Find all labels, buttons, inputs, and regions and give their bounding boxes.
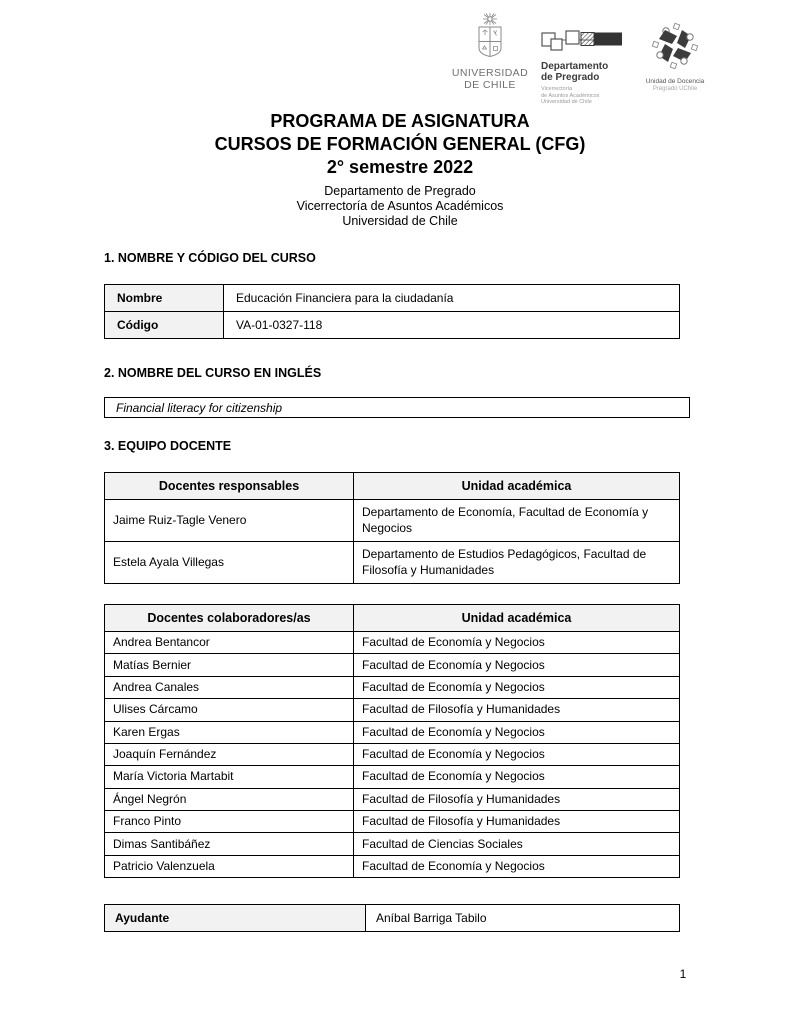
- docencia-logo: [636, 13, 714, 93]
- responsables-table: [104, 472, 680, 584]
- pregrado-logo-sub-line2: de Asuntos Académicos: [541, 92, 600, 99]
- table-row: [105, 654, 680, 676]
- pregrado-boxes-icon: [541, 29, 623, 53]
- docente-name: Franco Pinto: [105, 811, 354, 833]
- english-name-box: Financial literacy for citizenship: [104, 397, 690, 418]
- table-row: [105, 855, 680, 877]
- pregrado-logo-title-line2: de Pregrado: [541, 72, 600, 83]
- uchile-logo: [450, 13, 530, 91]
- nombre-label-cell: Nombre: [105, 285, 224, 312]
- table-row: [105, 788, 680, 810]
- ayudante-table: [104, 904, 680, 932]
- docente-name: Andrea Canales: [105, 676, 354, 698]
- docente-unit: Facultad de Filosofía y Humanidades: [354, 811, 680, 833]
- header-logos: [450, 13, 714, 106]
- table-row: [105, 811, 680, 833]
- docente-name: Jaime Ruiz-Tagle Venero: [105, 500, 354, 542]
- table-row: [105, 312, 680, 339]
- table-header-row: [105, 605, 680, 632]
- docencia-pinwheel-icon: [651, 22, 699, 70]
- docente-name: Patricio Valenzuela: [105, 855, 354, 877]
- docente-unit: Departamento de Estudios Pedagógicos, Facultad de Filosofía y Humanidades: [354, 542, 680, 584]
- table-row: [105, 676, 680, 698]
- docente-name: Dimas Santibáñez: [105, 833, 354, 855]
- pregrado-logo-title-line1: Departamento: [541, 61, 609, 72]
- docente-name: Ulises Cárcamo: [105, 699, 354, 721]
- docente-unit: Facultad de Economía y Negocios: [354, 855, 680, 877]
- document-title-line3: 2° semestre 2022: [326, 157, 474, 177]
- table-row: [105, 721, 680, 743]
- pregrado-logo-sub-line1: Vicerrectoría: [541, 86, 573, 92]
- table-row: [105, 285, 680, 312]
- table-row: [105, 699, 680, 721]
- docente-unit: Facultad de Filosofía y Humanidades: [354, 699, 680, 721]
- document-title-line1: PROGRAMA DE ASIGNATURA: [270, 111, 530, 131]
- pregrado-logo: [541, 13, 625, 106]
- docente-unit: Facultad de Economía y Negocios: [354, 676, 680, 698]
- uchile-crest-icon: [472, 13, 508, 60]
- table-row: [105, 905, 680, 932]
- section2-heading: 2. NOMBRE DEL CURSO EN INGLÉS: [104, 366, 322, 380]
- ayudante-label-cell: Ayudante: [105, 905, 366, 932]
- table-row: [105, 766, 680, 788]
- ayudante-value-cell: Aníbal Barriga Tabilo: [366, 905, 680, 932]
- docente-unit: Facultad de Economía y Negocios: [354, 743, 680, 765]
- document-subtitle-line3: Universidad de Chile: [342, 214, 458, 228]
- section3-heading: 3. EQUIPO DOCENTE: [104, 439, 232, 453]
- docencia-logo-line1: Unidad de Docencia: [645, 78, 705, 85]
- docente-name: María Victoria Martabit: [105, 766, 354, 788]
- responsables-col1-header: Docentes responsables: [105, 473, 354, 500]
- docente-unit: Facultad de Filosofía y Humanidades: [354, 788, 680, 810]
- table-row: [105, 743, 680, 765]
- pregrado-logo-sub-line3: Universidad de Chile: [541, 99, 592, 105]
- docente-name: Karen Ergas: [105, 721, 354, 743]
- docente-name: Estela Ayala Villegas: [105, 542, 354, 584]
- docente-name: Joaquín Fernández: [105, 743, 354, 765]
- docente-unit: Departamento de Economía, Facultad de Economía y Negocios: [354, 500, 680, 542]
- docente-name: Matías Bernier: [105, 654, 354, 676]
- title-block: [0, 110, 800, 229]
- codigo-label-cell: Código: [105, 312, 224, 339]
- uchile-logo-name-line2: DE CHILE: [464, 79, 516, 91]
- document-subtitle-line1: Departamento de Pregrado: [324, 184, 476, 198]
- table-row: [105, 500, 680, 542]
- uchile-logo-name-line1: UNIVERSIDAD: [451, 67, 529, 79]
- document-title-line2: CURSOS DE FORMACIÓN GENERAL (CFG): [214, 134, 586, 154]
- responsables-col2-header: Unidad académica: [354, 473, 680, 500]
- docente-name: Andrea Bentancor: [105, 632, 354, 654]
- table-row: [105, 542, 680, 584]
- docente-name: Ángel Negrón: [105, 788, 354, 810]
- colaboradores-table: [104, 604, 680, 878]
- colaboradores-col1-header: Docentes colaboradores/as: [105, 605, 354, 632]
- colaboradores-col2-header: Unidad académica: [354, 605, 680, 632]
- docente-unit: Facultad de Economía y Negocios: [354, 721, 680, 743]
- docente-unit: Facultad de Economía y Negocios: [354, 654, 680, 676]
- table-row: [105, 833, 680, 855]
- course-name-code-table: [104, 284, 680, 339]
- docente-unit: Facultad de Economía y Negocios: [354, 632, 680, 654]
- codigo-value-cell: VA-01-0327-118: [224, 312, 680, 339]
- table-header-row: [105, 473, 680, 500]
- nombre-value-cell: Educación Financiera para la ciudadanía: [224, 285, 680, 312]
- page-number: 1: [679, 967, 687, 981]
- docencia-logo-line2: Pregrado UChile: [652, 86, 698, 92]
- section1-heading: 1. NOMBRE Y CÓDIGO DEL CURSO: [104, 251, 316, 265]
- docente-unit: Facultad de Economía y Negocios: [354, 766, 680, 788]
- docente-unit: Facultad de Ciencias Sociales: [354, 833, 680, 855]
- document-subtitle-line2: Vicerrectoría de Asuntos Académicos: [296, 199, 504, 213]
- table-row: [105, 632, 680, 654]
